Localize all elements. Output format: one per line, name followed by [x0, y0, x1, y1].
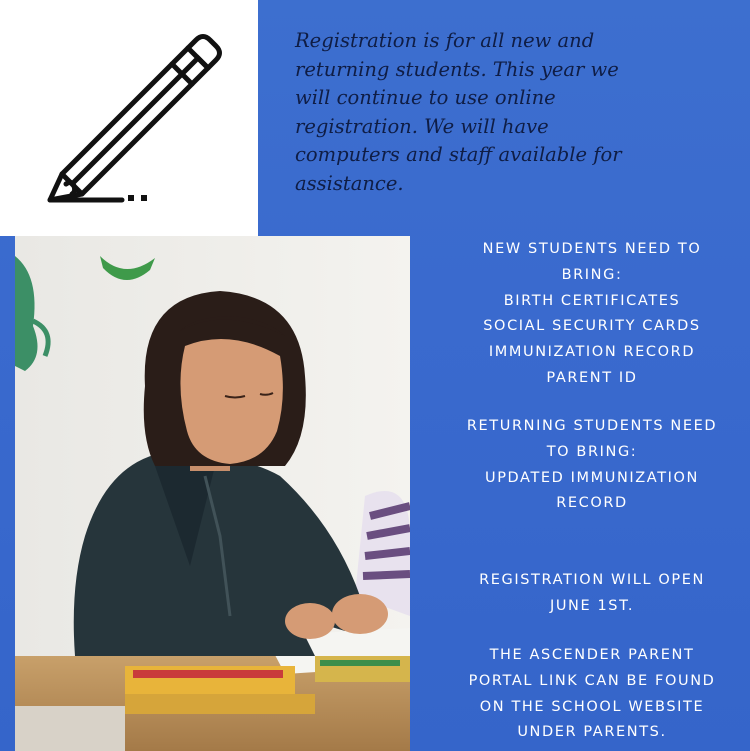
new-students-item: BIRTH CERTIFICATES [503, 292, 681, 309]
new-students-heading-line: BRING: [561, 266, 623, 283]
parent-portal-section [446, 643, 738, 746]
portal-line: PORTAL LINK CAN BE FOUND [468, 672, 716, 689]
new-students-item: SOCIAL SECURITY CARDS [483, 318, 701, 335]
returning-students-section [446, 414, 738, 517]
intro-line: Registration is for all new and [295, 29, 595, 52]
returning-students-item: RECORD [556, 495, 628, 512]
dot-2 [141, 195, 147, 201]
intro-line: will continue to use online [295, 86, 556, 109]
returning-students-item: UPDATED IMMUNIZATION [484, 469, 699, 486]
portal-line: UNDER PARENTS. [517, 724, 667, 741]
returning-students-heading-line: TO BRING: [546, 443, 638, 460]
opening-line: REGISTRATION WILL OPEN [479, 572, 705, 588]
intro-line: assistance. [295, 171, 404, 195]
intro-line: returning students. This year we [295, 57, 619, 81]
pencil-panel [0, 0, 258, 236]
opening-line: JUNE 1ST. [549, 597, 635, 614]
new-students-item: PARENT ID [546, 369, 638, 386]
dot-1 [128, 195, 134, 201]
new-students-heading-line: NEW STUDENTS NEED TO [482, 241, 702, 257]
returning-students-heading-line: RETURNING STUDENTS NEED [466, 418, 718, 434]
intro-line: registration. We will have [295, 114, 549, 138]
new-students-item: IMMUNIZATION RECORD [488, 344, 696, 361]
registration-opening-section [446, 568, 738, 620]
portal-line: ON THE SCHOOL WEBSITE [479, 698, 705, 715]
pencil-icon [0, 0, 258, 236]
student-photo [15, 236, 410, 751]
intro-line: computers and staff available for [295, 143, 622, 166]
portal-line: THE ASCENDER PARENT [489, 647, 695, 663]
new-students-section [446, 237, 738, 392]
intro-paragraph [295, 27, 715, 198]
